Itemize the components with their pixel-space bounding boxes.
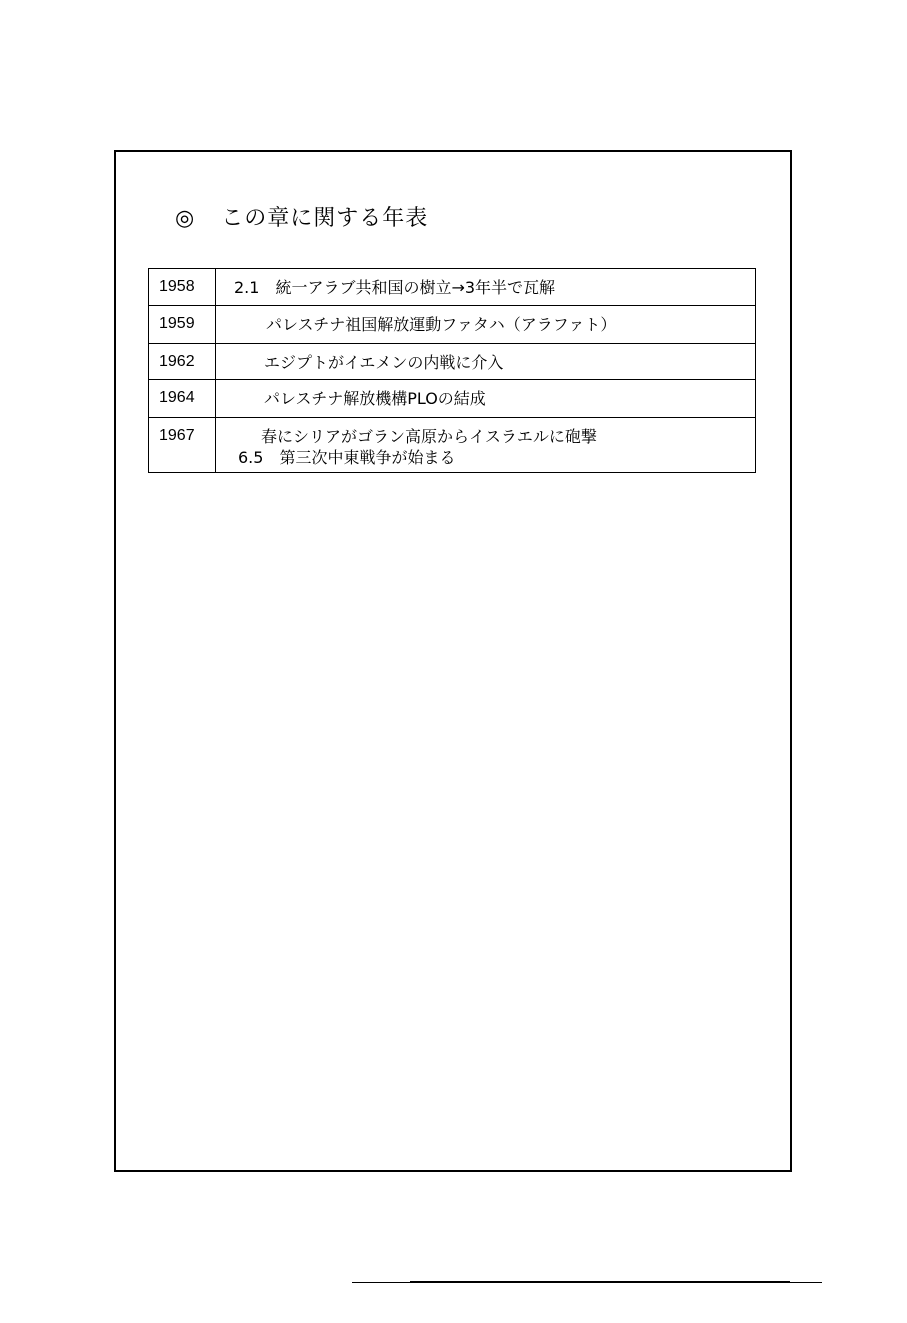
year-cell: 1964	[149, 380, 216, 418]
event-cell	[216, 418, 756, 473]
event-cell	[216, 380, 756, 418]
footer-rule-bold	[410, 1281, 790, 1283]
table-row	[149, 380, 756, 418]
event-line: 春にシリアがゴラン高原からイスラエルに砲撃	[261, 427, 597, 446]
event-line: エジプトがイエメンの内戦に介入	[264, 353, 504, 372]
year-cell: 1967	[149, 418, 216, 473]
table-row	[149, 306, 756, 344]
table-row	[149, 344, 756, 380]
event-line: 6.5 第三次中東戦争が始まる	[238, 448, 456, 467]
event-line: 2.1 統一アラブ共和国の樹立→3年半で瓦解	[234, 278, 556, 297]
table-row	[149, 418, 756, 473]
event-line: パレスチナ祖国解放運動ファタハ（アラファト）	[266, 315, 617, 334]
timeline-table	[148, 268, 756, 473]
section-heading	[175, 201, 428, 232]
event-cell	[216, 306, 756, 344]
year-cell: 1962	[149, 344, 216, 380]
event-cell	[216, 344, 756, 380]
heading-title: この章に関する年表	[221, 206, 429, 231]
year-cell: 1958	[149, 269, 216, 306]
event-cell	[216, 269, 756, 306]
double-circle-icon: ◎	[175, 206, 196, 231]
event-line: パレスチナ解放機構PLOの結成	[264, 389, 486, 408]
table-row	[149, 269, 756, 306]
year-cell: 1959	[149, 306, 216, 344]
